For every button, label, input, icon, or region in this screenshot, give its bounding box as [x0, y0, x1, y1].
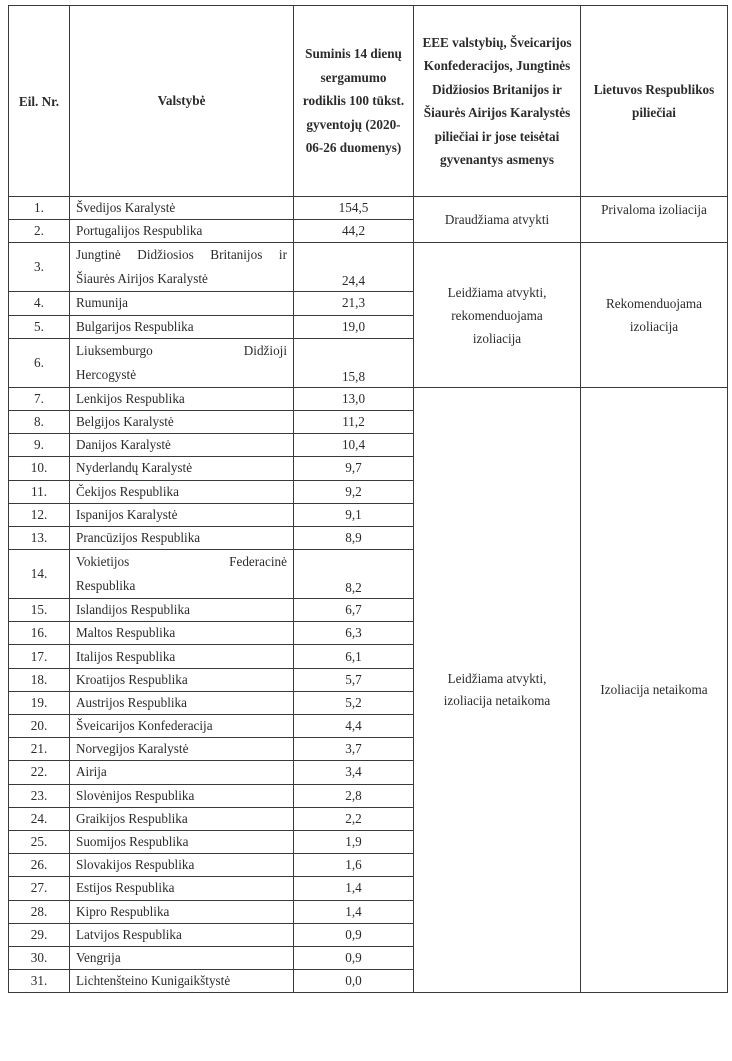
incidence-rate: 24,4 [294, 243, 414, 292]
country-name: Kipro Respublika [70, 900, 294, 923]
incidence-rate: 6,3 [294, 622, 414, 645]
row-number: 18. [9, 668, 70, 691]
country-name: Airija [70, 761, 294, 784]
row-number: 2. [9, 220, 70, 243]
eee-rule: Draudžiama atvykti [414, 197, 581, 243]
row-number: 3. [9, 243, 70, 292]
country-name: Estijos Respublika [70, 877, 294, 900]
country-name: Rumunija [70, 292, 294, 315]
country-name: Maltos Respublika [70, 622, 294, 645]
eee-rule: Leidžiama atvykti, izoliacija netaikoma [414, 387, 581, 993]
row-number: 20. [9, 715, 70, 738]
country-name: Bulgarijos Respublika [70, 315, 294, 338]
country-name: Vengrija [70, 946, 294, 969]
country-name: Belgijos Karalystė [70, 410, 294, 433]
incidence-rate: 15,8 [294, 338, 414, 387]
eee-rule: Leidžiama atvykti, rekomenduojama izoliacija [414, 243, 581, 387]
country-name-line-1: Liuksemburgo Didžioji [76, 342, 287, 358]
incidence-rate: 5,2 [294, 691, 414, 714]
country-name: Graikijos Respublika [70, 807, 294, 830]
country-name: Portugalijos Respublika [70, 220, 294, 243]
header-nr: Eil. Nr. [9, 6, 70, 197]
incidence-rate: 154,5 [294, 197, 414, 220]
row-number: 6. [9, 338, 70, 387]
country-name: Austrijos Respublika [70, 691, 294, 714]
row-number: 8. [9, 410, 70, 433]
incidence-rate: 13,0 [294, 387, 414, 410]
country-name: Šveicarijos Konfederacija [70, 715, 294, 738]
incidence-rate: 1,4 [294, 900, 414, 923]
row-number: 15. [9, 599, 70, 622]
country-name: Latvijos Respublika [70, 923, 294, 946]
country-name: Islandijos Respublika [70, 599, 294, 622]
country-name: Lichtenšteino Kunigaikštystė [70, 970, 294, 993]
incidence-rate: 1,6 [294, 854, 414, 877]
row-number: 14. [9, 550, 70, 599]
incidence-rate: 6,7 [294, 599, 414, 622]
row-number: 13. [9, 526, 70, 549]
country-name: Ispanijos Karalystė [70, 503, 294, 526]
row-number: 25. [9, 830, 70, 853]
incidence-rate: 3,7 [294, 738, 414, 761]
country-name [70, 338, 294, 387]
row-number: 16. [9, 622, 70, 645]
incidence-rate: 9,7 [294, 457, 414, 480]
country-restrictions-table [8, 5, 728, 993]
country-name [70, 550, 294, 599]
incidence-rate: 2,2 [294, 807, 414, 830]
row-number: 12. [9, 503, 70, 526]
incidence-rate: 6,1 [294, 645, 414, 668]
incidence-rate: 19,0 [294, 315, 414, 338]
incidence-rate: 10,4 [294, 434, 414, 457]
country-name: Italijos Respublika [70, 645, 294, 668]
incidence-rate: 44,2 [294, 220, 414, 243]
header-eee: EEE valstybių, Šveicarijos Konfederacijos, Jungtinės Didžiosios Britanijos ir Šiaurės Airijos Karalystės piliečiai ir jose teisėtai gyvenantys asmenys [414, 6, 581, 197]
row-number: 27. [9, 877, 70, 900]
country-name: Lenkijos Respublika [70, 387, 294, 410]
incidence-rate: 5,7 [294, 668, 414, 691]
country-name-line-2: Šiaurės Airijos Karalystė [76, 271, 208, 287]
lt-citizens-rule: Rekomenduojama izoliacija [581, 243, 728, 387]
incidence-rate: 0,9 [294, 923, 414, 946]
country-name: Kroatijos Respublika [70, 668, 294, 691]
row-number: 5. [9, 315, 70, 338]
row-number: 4. [9, 292, 70, 315]
row-number: 24. [9, 807, 70, 830]
country-name: Slovakijos Respublika [70, 854, 294, 877]
incidence-rate: 9,2 [294, 480, 414, 503]
row-number: 22. [9, 761, 70, 784]
row-number: 17. [9, 645, 70, 668]
country-name: Prancūzijos Respublika [70, 526, 294, 549]
row-number: 11. [9, 480, 70, 503]
country-name: Suomijos Respublika [70, 830, 294, 853]
table-row [9, 243, 728, 292]
country-name-line-2: Hercogystė [76, 366, 137, 382]
country-name [70, 243, 294, 292]
country-name-line-2: Respublika [76, 578, 136, 594]
incidence-rate: 2,8 [294, 784, 414, 807]
incidence-rate: 4,4 [294, 715, 414, 738]
row-number: 21. [9, 738, 70, 761]
incidence-rate: 3,4 [294, 761, 414, 784]
row-number: 10. [9, 457, 70, 480]
row-number: 26. [9, 854, 70, 877]
header-country: Valstybė [70, 6, 294, 197]
table-header-row [9, 6, 728, 197]
incidence-rate: 1,4 [294, 877, 414, 900]
row-number: 30. [9, 946, 70, 969]
country-name: Čekijos Respublika [70, 480, 294, 503]
incidence-rate: 0,0 [294, 970, 414, 993]
header-lt: Lietuvos Respublikos piliečiai [581, 6, 728, 197]
incidence-rate: 8,9 [294, 526, 414, 549]
row-number: 28. [9, 900, 70, 923]
row-number: 23. [9, 784, 70, 807]
country-name: Slovėnijos Respublika [70, 784, 294, 807]
row-number: 29. [9, 923, 70, 946]
country-name: Švedijos Karalystė [70, 197, 294, 220]
row-number: 1. [9, 197, 70, 220]
lt-citizens-rule: Izoliacija netaikoma [581, 387, 728, 993]
country-name: Nyderlandų Karalystė [70, 457, 294, 480]
incidence-rate: 8,2 [294, 550, 414, 599]
country-name-line-1: Jungtinė Didžiosios Britanijos ir [76, 247, 287, 263]
country-name-line-1: Vokietijos Federacinė [76, 554, 287, 570]
incidence-rate: 9,1 [294, 503, 414, 526]
country-name: Norvegijos Karalystė [70, 738, 294, 761]
header-rate: Suminis 14 dienų sergamumo rodiklis 100 tūkst. gyventojų (2020-06-26 duomenys) [294, 6, 414, 197]
row-number: 31. [9, 970, 70, 993]
incidence-rate: 11,2 [294, 410, 414, 433]
lt-citizens-rule: Privaloma izoliacija [581, 197, 728, 243]
incidence-rate: 1,9 [294, 830, 414, 853]
table-row [9, 197, 728, 220]
row-number: 9. [9, 434, 70, 457]
incidence-rate: 0,9 [294, 946, 414, 969]
row-number: 19. [9, 691, 70, 714]
incidence-rate: 21,3 [294, 292, 414, 315]
table-row [9, 387, 728, 410]
row-number: 7. [9, 387, 70, 410]
country-name: Danijos Karalystė [70, 434, 294, 457]
